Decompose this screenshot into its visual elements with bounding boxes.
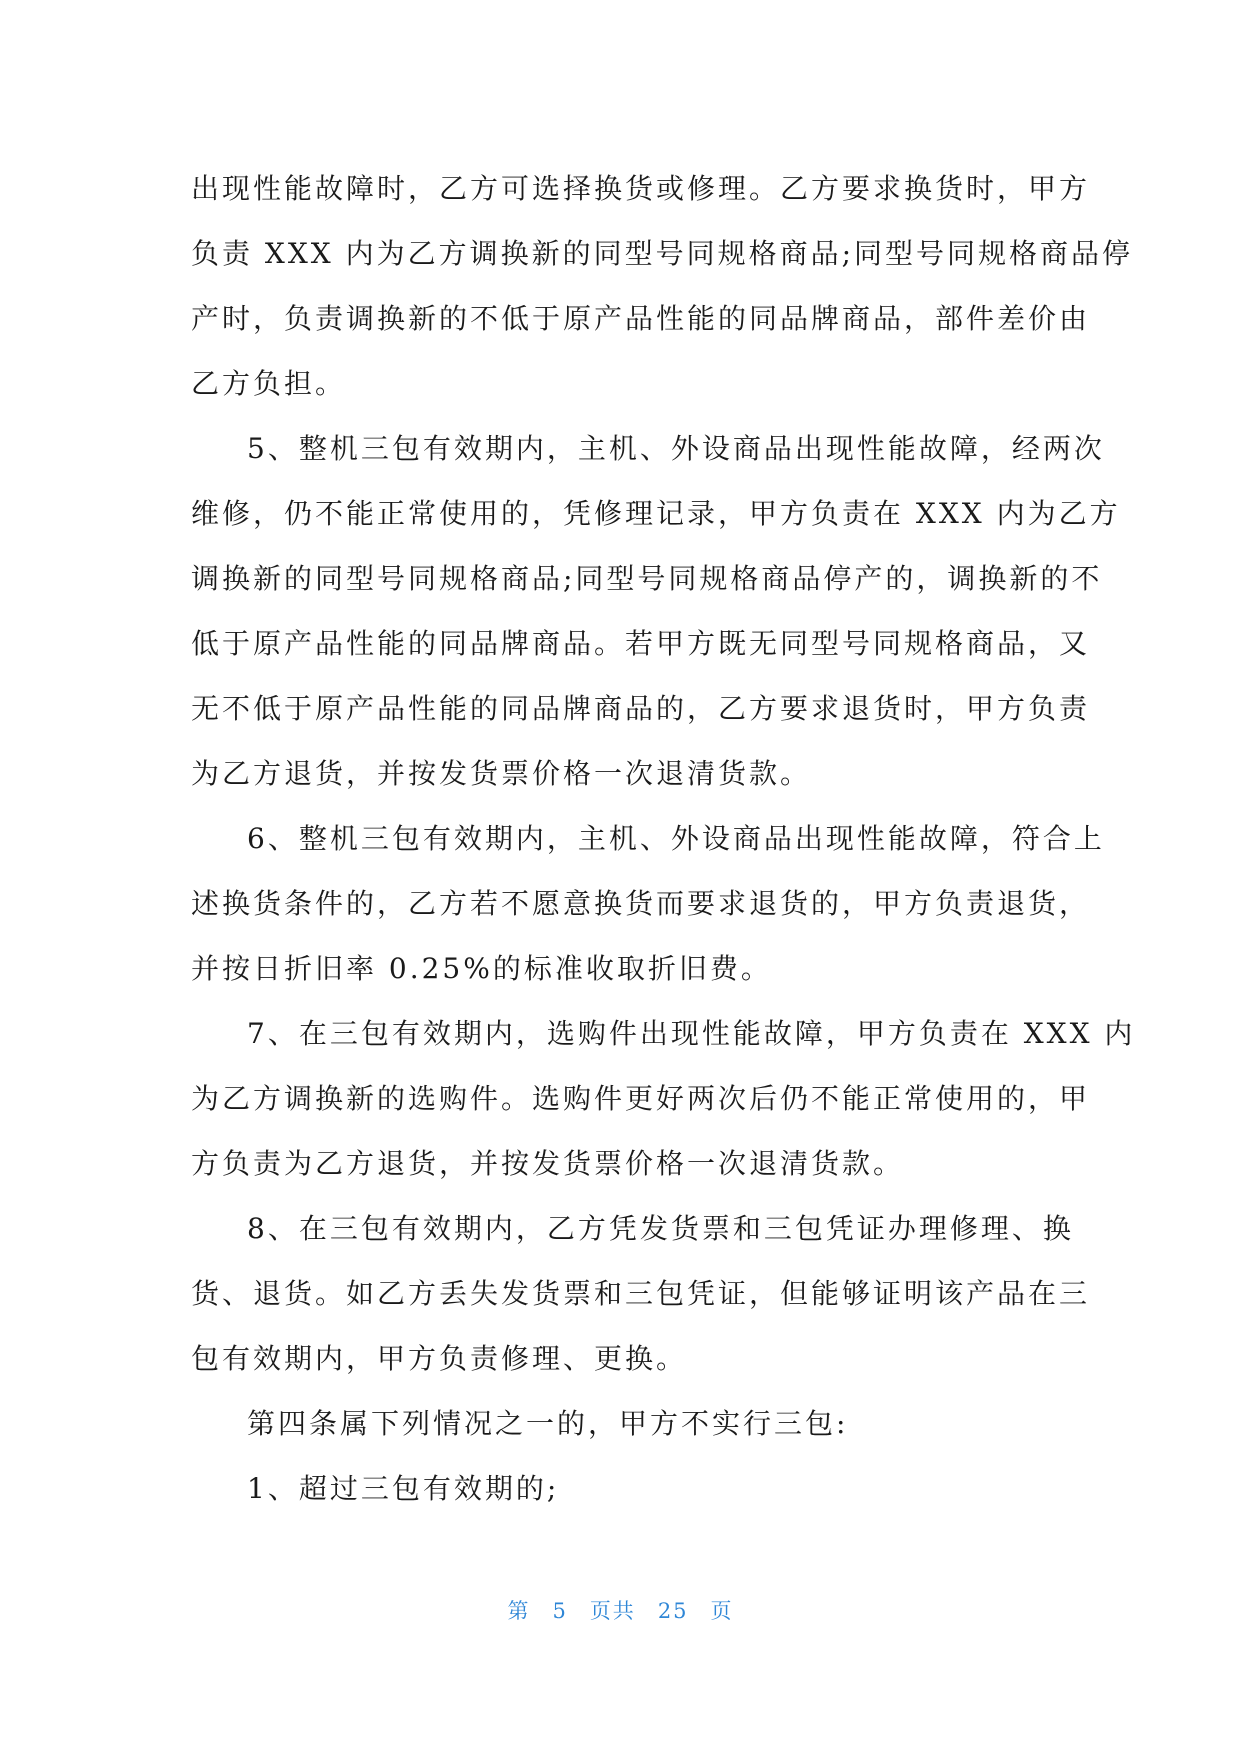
text-line: 乙方负担。	[191, 367, 347, 400]
total-page-count: 25	[657, 1599, 689, 1623]
text-line: 产时，负责调换新的不低于原产品性能的同品牌商品，部件差价由	[191, 302, 1091, 335]
text-line: 7、在三包有效期内，选购件出现性能故障，甲方负责在 XXX 内	[247, 1017, 1136, 1050]
text-line: 8、在三包有效期内，乙方凭发货票和三包凭证办理修理、换	[247, 1212, 1074, 1245]
paragraph	[191, 806, 1105, 1001]
paragraph	[191, 1456, 1053, 1521]
text-line: 货、退货。如乙方丢失发货票和三包凭证，但能够证明该产品在三	[191, 1277, 1091, 1310]
text-line: 并按日折旧率 0.25%的标准收取折旧费。	[191, 952, 772, 985]
document-body	[191, 156, 1136, 1521]
text-line: 述换货条件的，乙方若不愿意换货而要求退货的，甲方负责退货，	[191, 887, 1091, 920]
page-footer	[0, 1595, 1241, 1625]
text-line: 5、整机三包有效期内，主机、外设商品出现性能故障，经两次	[247, 432, 1105, 465]
text-line: 负责 XXX 内为乙方调换新的同型号同规格商品;同型号同规格商品停	[191, 237, 1134, 270]
text-line: 方负责为乙方退货，并按发货票价格一次退清货款。	[191, 1147, 905, 1180]
paragraph	[191, 416, 1121, 806]
footer-prefix: 第	[507, 1599, 531, 1623]
text-line: 调换新的同型号同规格商品;同型号同规格商品停产的，调换新的不	[191, 562, 1103, 595]
paragraph	[191, 1196, 1091, 1391]
text-line: 6、整机三包有效期内，主机、外设商品出现性能故障，符合上	[247, 822, 1105, 855]
paragraph	[191, 1001, 1136, 1196]
footer-suffix: 页	[710, 1599, 734, 1623]
text-line: 为乙方调换新的选购件。选购件更好两次后仍不能正常使用的，甲	[191, 1082, 1091, 1115]
text-line: 包有效期内，甲方负责修理、更换。	[191, 1342, 688, 1375]
text-line: 出现性能故障时，乙方可选择换货或修理。乙方要求换货时，甲方	[191, 172, 1091, 205]
text-line: 低于原产品性能的同品牌商品。若甲方既无同型号同规格商品，又	[191, 627, 1091, 660]
paragraph	[191, 156, 1134, 416]
text-line: 无不低于原产品性能的同品牌商品的，乙方要求退货时，甲方负责	[191, 692, 1091, 725]
text-line: 为乙方退货，并按发货票价格一次退清货款。	[191, 757, 812, 790]
paragraph	[191, 1391, 1053, 1456]
footer-middle: 页共	[589, 1599, 636, 1623]
text-line: 第四条属下列情况之一的，甲方不实行三包:	[247, 1407, 849, 1440]
text-line: 1、超过三包有效期的;	[247, 1472, 560, 1505]
text-line: 维修，仍不能正常使用的，凭修理记录，甲方负责在 XXX 内为乙方	[191, 497, 1121, 530]
current-page-number: 5	[552, 1599, 568, 1623]
